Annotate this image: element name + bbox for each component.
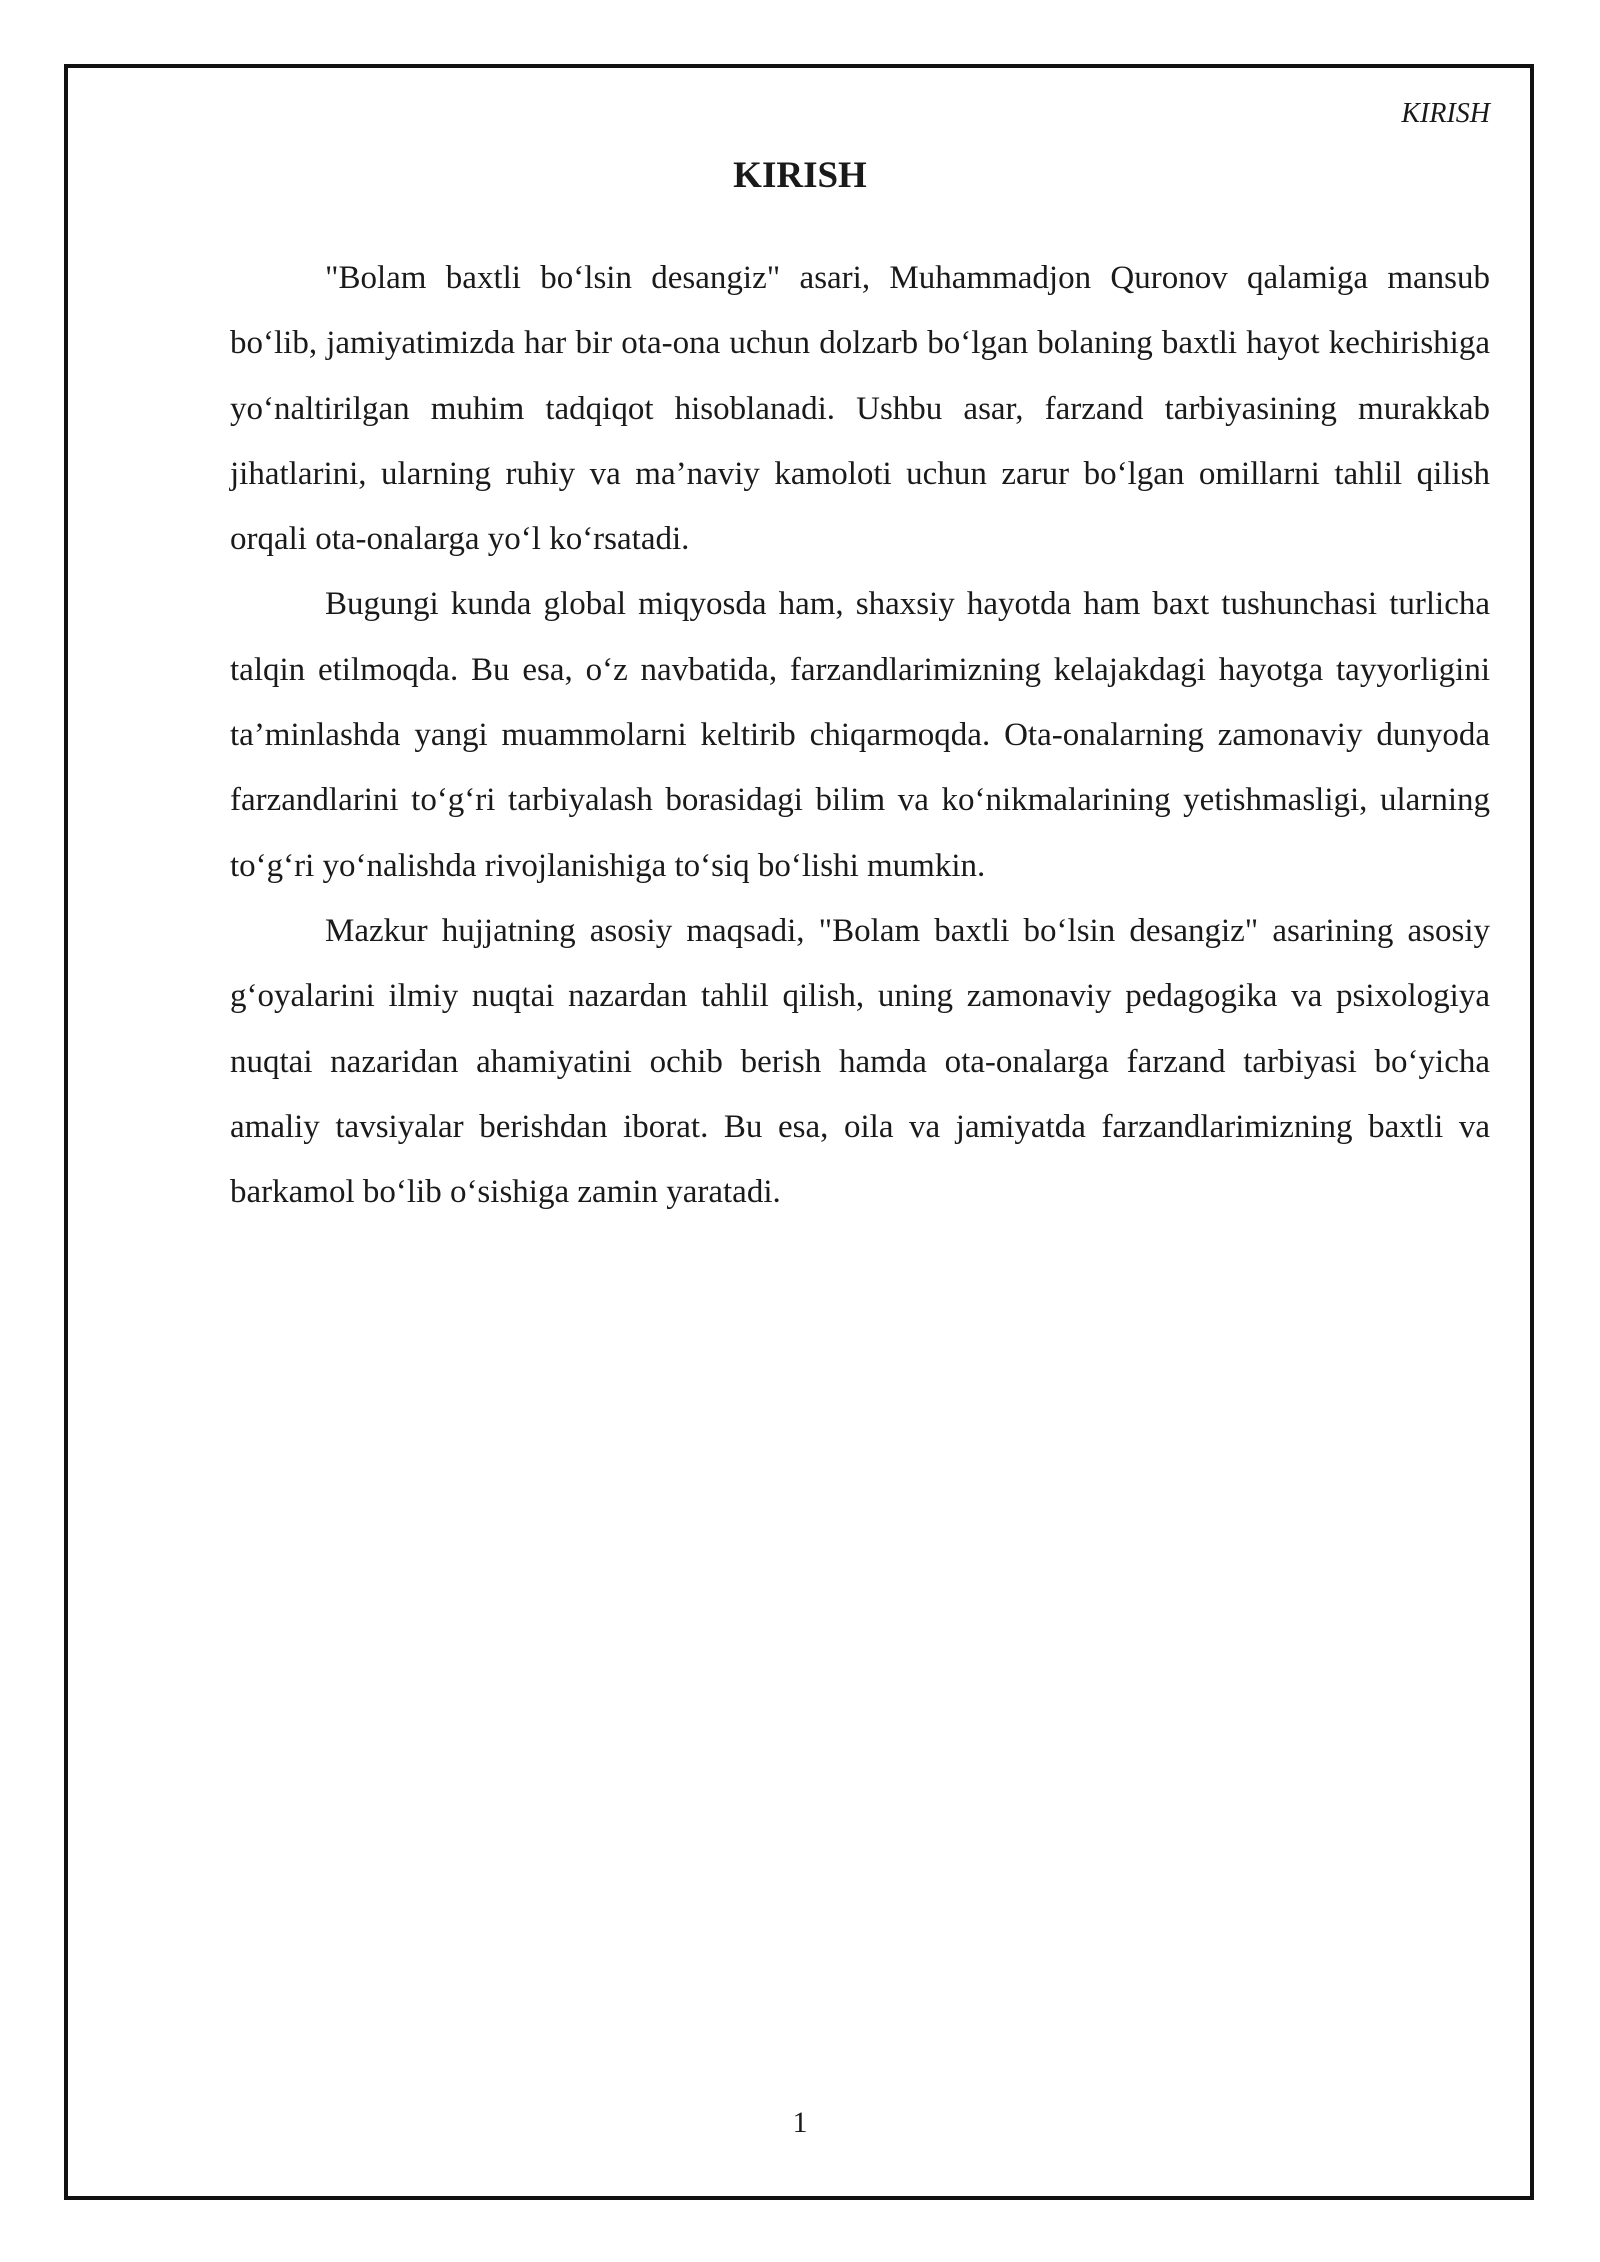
page-number: 1 bbox=[792, 2106, 808, 2139]
paragraph-1: "Bolam baxtli bo‘lsin desangiz" asari, Muhammadjon Quronov qalamiga mansub bo‘lib, jamiyatimizda har bir ota-ona uchun dolzarb bo‘lgan bolaning baxtli hayot kechirishiga yo‘naltirilgan muhim tadqiqot hisoblanadi. Ushbu asar, farzand tarbiyasining murakkab jihatlarini, ularning ruhiy va ma’naviy kamoloti uchun zarur bo‘lgan omillarni tahlil qilish orqali ota-onalarga yo‘l ko‘rsatadi. bbox=[230, 260, 1490, 558]
page-title: KIRISH bbox=[733, 155, 867, 196]
paragraph-3: Mazkur hujjatning asosiy maqsadi, "Bolam baxtli bo‘lsin desangiz" asarining asosiy g‘oyalarini ilmiy nuqtai nazardan tahlil qilish, uning zamonaviy pedagogika va psixologiya nuqtai nazaridan ahamiyatini ochib berish hamda ota-onalarga farzand tarbiyasi bo‘yicha amaliy tavsiyalar berishdan iborat. Bu esa, oila va jamiyatda farzandlarimizning baxtli va barkamol bo‘lib o‘sishiga zamin yaratadi. bbox=[230, 912, 1490, 1211]
paragraph-2: Bugungi kunda global miqyosda ham, shaxsiy hayotda ham baxt tushunchasi turlicha talqin etilmoqda. Bu esa, o‘z navbatida, farzandlarimizning kelajakdagi hayotga tayyorligini ta’minlashda yangi muammolarni keltirib chiqarmoqda. Ota-onalarning zamonaviy dunyoda farzandlarini to‘g‘ri tarbiyalash borasidagi bilim va ko‘nikmalarining yetishmasligi, ularning to‘g‘ri yo‘nalishda rivojlanishiga to‘siq bo‘lishi mumkin. bbox=[230, 586, 1490, 884]
body-text bbox=[230, 246, 1490, 1225]
running-header: KIRISH bbox=[1401, 98, 1490, 129]
